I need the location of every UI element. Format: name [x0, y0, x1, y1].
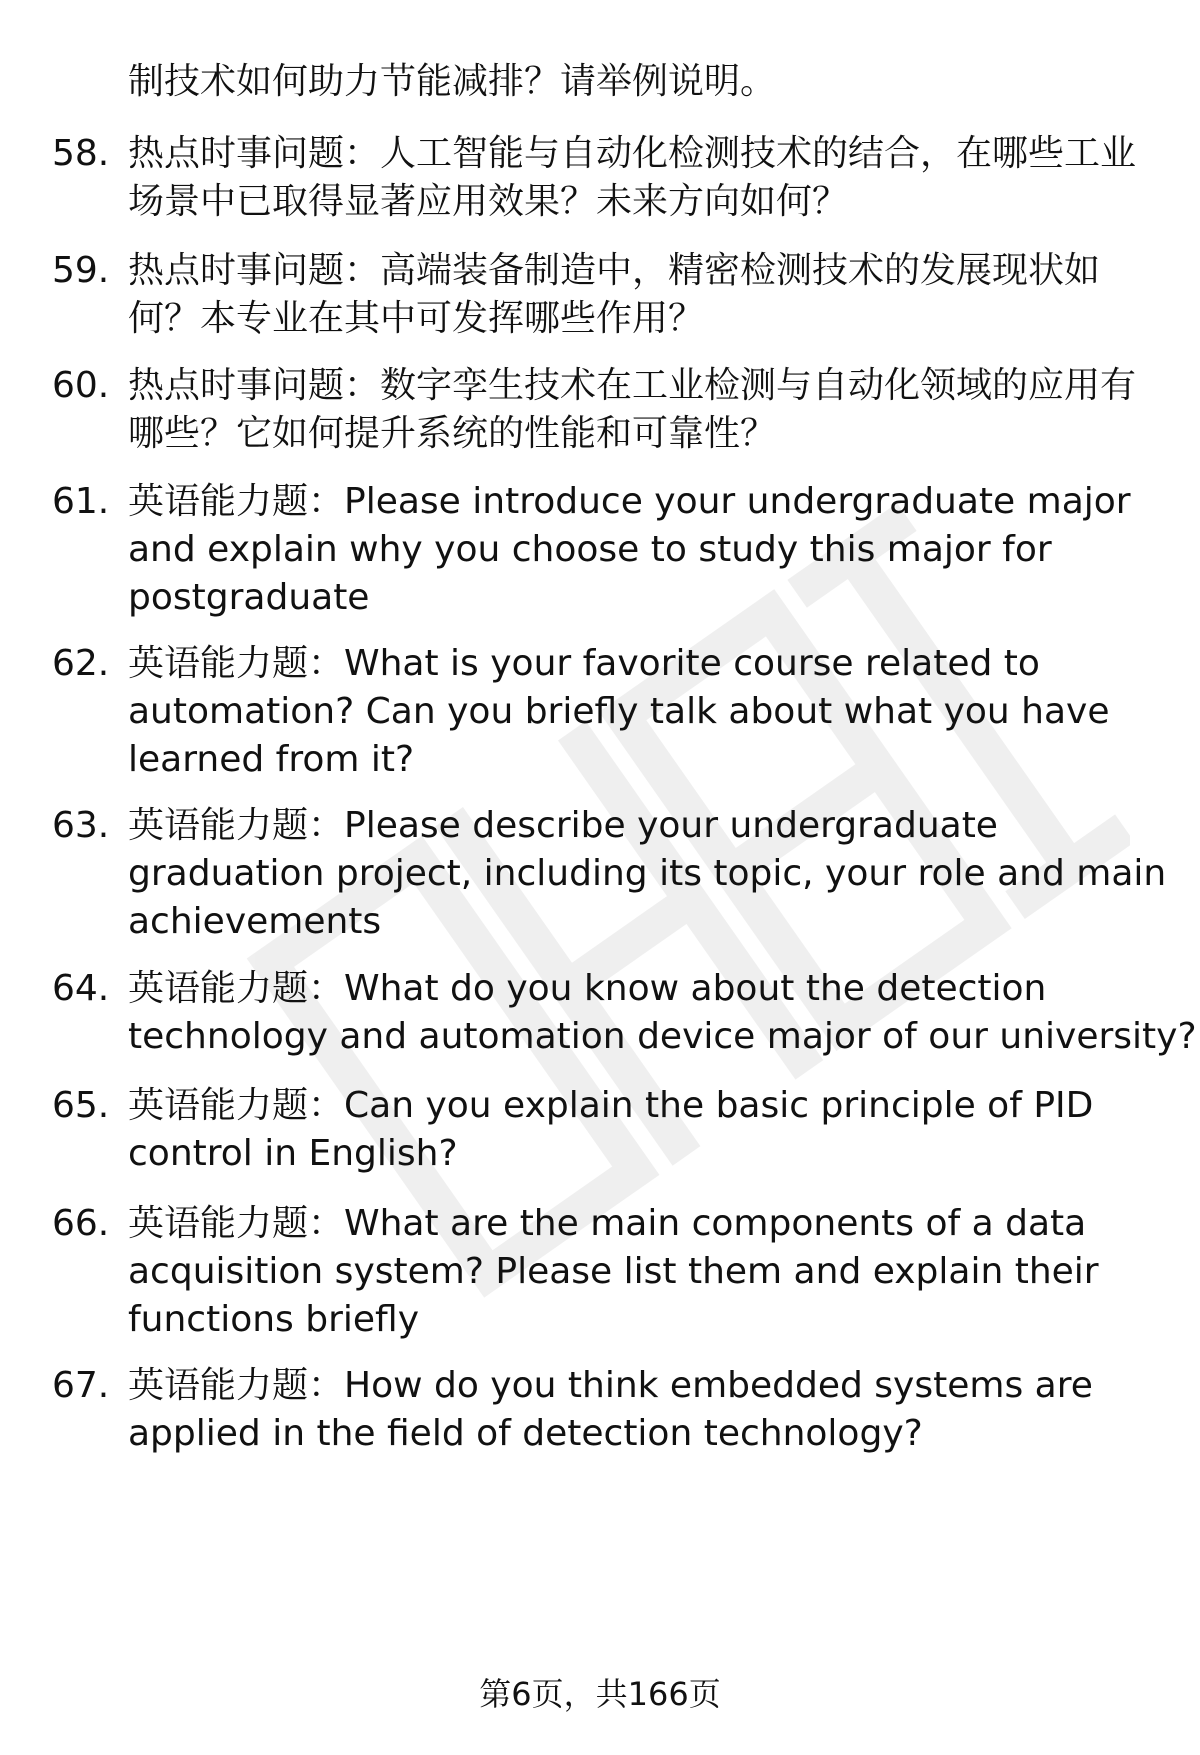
question-line: applied in the field of detection technology? [128, 1413, 923, 1454]
question-text [128, 1362, 1158, 1458]
question-line: 哪些？它如何提升系统的性能和可靠性？ [128, 413, 777, 454]
question-text [128, 1082, 1158, 1178]
question-line: control in English? [128, 1133, 458, 1174]
question-number: 58. [52, 133, 110, 174]
question-line: 热点时事问题：高端装备制造中，精密检测技术的发展现状如 [128, 250, 1101, 291]
question-line: 英语能力题：Can you explain the basic principle of PID [128, 1085, 1094, 1126]
question-number: 66. [52, 1203, 110, 1244]
question-number: 64. [52, 968, 110, 1009]
question-line: 何？本专业在其中可发挥哪些作用？ [128, 298, 705, 339]
question-number: 59. [52, 250, 110, 291]
question-number: 60. [52, 365, 110, 406]
question-text [128, 965, 1197, 1061]
question-number: 67. [52, 1365, 110, 1406]
question-line: 英语能力题：Please describe your undergraduate [128, 805, 998, 846]
question-line: 场景中已取得显著应用效果？未来方向如何？ [128, 181, 849, 222]
question-line: acquisition system? Please list them and explain their [128, 1251, 1099, 1292]
question-line: 英语能力题：Please introduce your undergraduate major [128, 481, 1131, 522]
question-text [128, 802, 1167, 946]
continued-question-text: 制技术如何助力节能减排？请举例说明。 [128, 61, 777, 102]
question-number: 61. [52, 481, 110, 522]
question-number: 65. [52, 1085, 110, 1126]
question-line: achievements [128, 901, 382, 942]
question-line: 英语能力题：How do you think embedded systems are [128, 1365, 1093, 1406]
question-line: 热点时事问题：人工智能与自动化检测技术的结合，在哪些工业 [128, 133, 1137, 174]
page-number-footer: 第6页，共166页 [479, 1675, 721, 1713]
question-line: and explain why you choose to study this major for [128, 529, 1052, 570]
question-line: postgraduate [128, 577, 370, 618]
question-number: 62. [52, 643, 110, 684]
question-line: functions briefly [128, 1299, 420, 1340]
question-line: automation? Can you briefly talk about what you have [128, 691, 1110, 732]
question-line: technology and automation device major of our university? [128, 1016, 1197, 1057]
question-line: 热点时事问题：数字孪生技术在工业检测与自动化领域的应用有 [128, 365, 1137, 406]
question-text [128, 247, 1158, 343]
question-text [128, 130, 1158, 226]
question-text [128, 362, 1158, 458]
question-line: graduation project, including its topic, your role and main [128, 853, 1167, 894]
question-number: 63. [52, 805, 110, 846]
question-text [128, 1200, 1158, 1344]
question-line: 英语能力题：What is your favorite course related to [128, 643, 1040, 684]
question-line: learned from it? [128, 739, 415, 780]
question-line: 英语能力题：What are the main components of a data [128, 1203, 1087, 1244]
question-line: 英语能力题：What do you know about the detection [128, 968, 1047, 1009]
question-text [128, 478, 1158, 622]
question-text [128, 640, 1158, 784]
